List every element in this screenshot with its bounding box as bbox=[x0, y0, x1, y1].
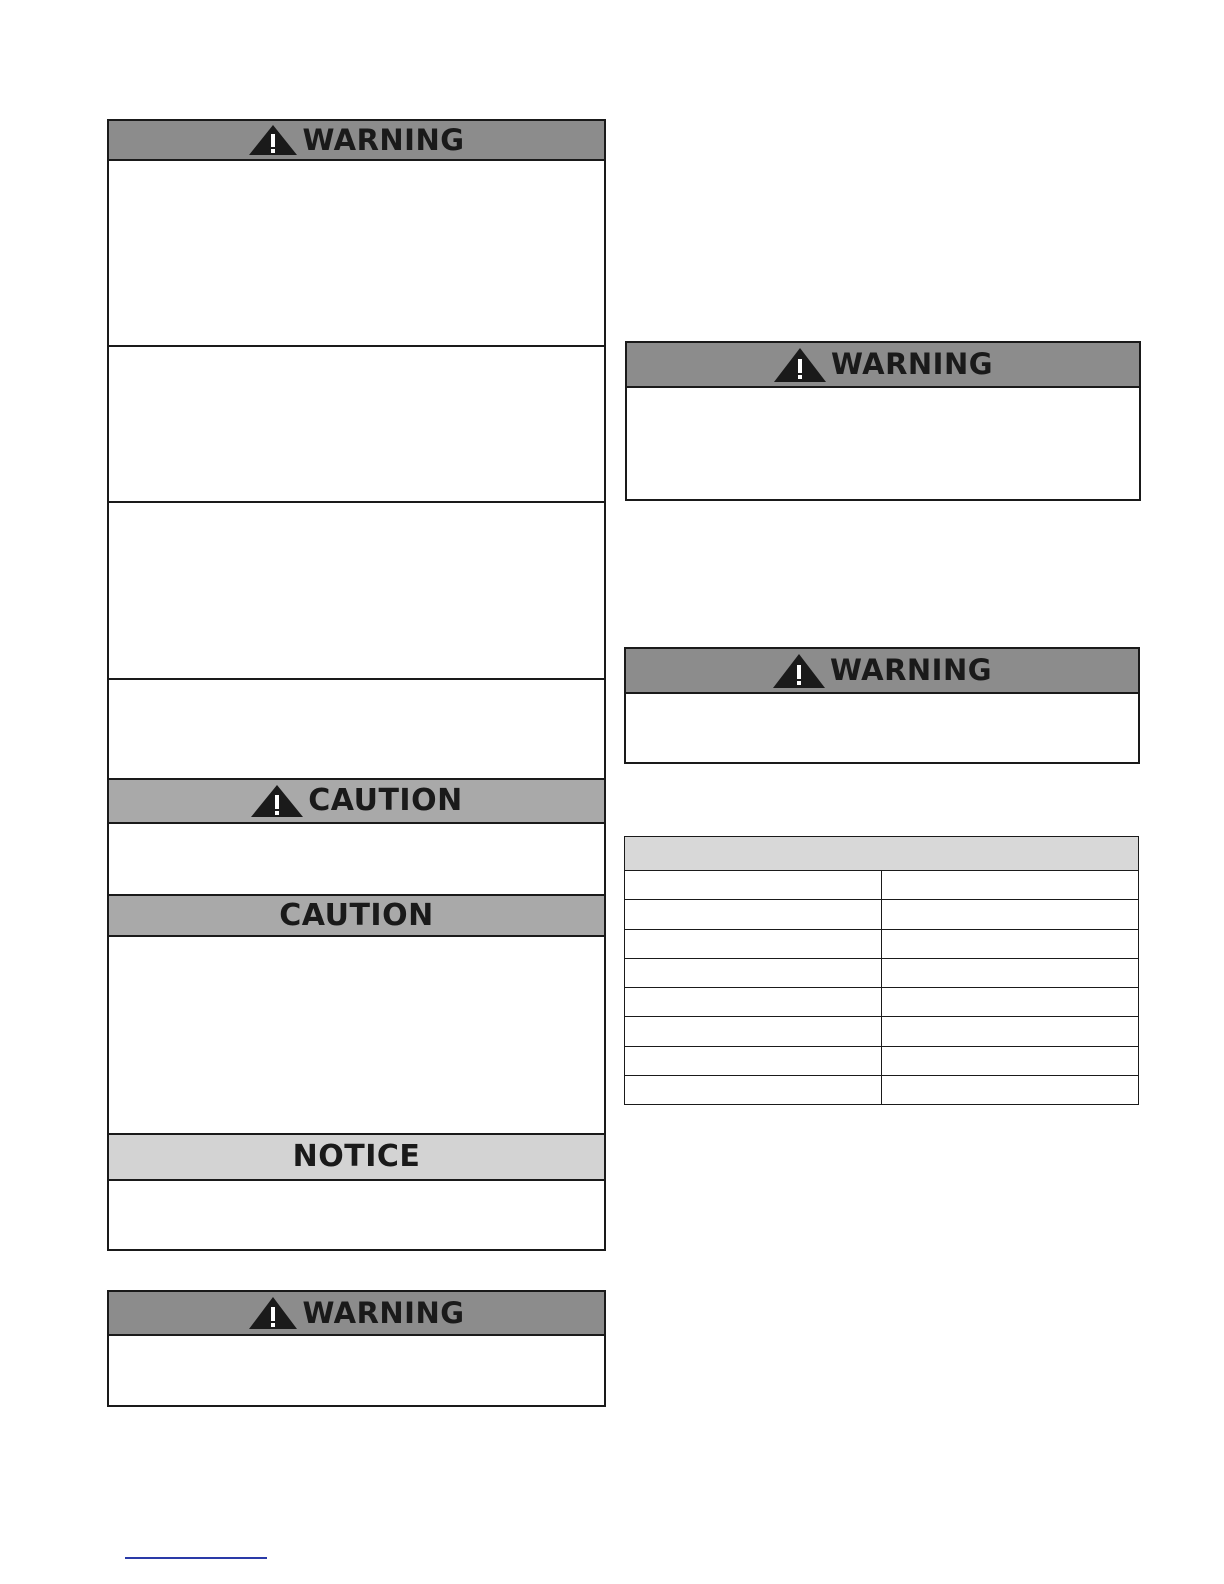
section-divider bbox=[109, 501, 604, 503]
table-row bbox=[625, 1075, 1139, 1104]
table-row bbox=[625, 958, 1139, 987]
table-cell bbox=[625, 958, 882, 987]
warning-triangle-icon bbox=[248, 124, 298, 156]
warning-label: WARNING bbox=[302, 122, 465, 157]
warning-box bbox=[625, 341, 1141, 501]
warning-label: WARNING bbox=[830, 347, 994, 381]
table-cell bbox=[882, 1046, 1139, 1075]
warning-triangle-icon bbox=[773, 347, 827, 383]
warning-label: WARNING bbox=[302, 1295, 465, 1330]
table-cell bbox=[625, 929, 882, 958]
table-cell bbox=[625, 1017, 882, 1046]
warning-header bbox=[109, 1292, 604, 1336]
left-safety-panel bbox=[107, 119, 606, 1251]
warning-header bbox=[627, 343, 1139, 388]
footer-link[interactable] bbox=[125, 1557, 267, 1559]
table-row bbox=[625, 871, 1139, 900]
table-row bbox=[625, 1046, 1139, 1075]
caution-label: CAUTION bbox=[279, 897, 434, 933]
caution-header bbox=[109, 778, 604, 824]
table-cell bbox=[882, 958, 1139, 987]
table-row bbox=[625, 1017, 1139, 1046]
warning-box bbox=[624, 647, 1140, 764]
warning-triangle-icon bbox=[250, 784, 304, 818]
warning-header bbox=[626, 649, 1138, 694]
warning-label: WARNING bbox=[829, 653, 993, 687]
caution-header bbox=[109, 894, 604, 937]
table-cell bbox=[882, 871, 1139, 900]
warning-triangle-icon bbox=[248, 1296, 298, 1330]
warning-header bbox=[109, 121, 604, 161]
spec-table-grid bbox=[624, 836, 1139, 1105]
table-header-row bbox=[625, 837, 1139, 871]
table-header-cell bbox=[625, 837, 1139, 871]
notice-label: NOTICE bbox=[292, 1139, 421, 1174]
table-cell bbox=[882, 900, 1139, 929]
spec-table bbox=[624, 836, 1139, 1105]
table-cell bbox=[625, 900, 882, 929]
table-cell bbox=[625, 1046, 882, 1075]
warning-triangle-icon bbox=[772, 653, 826, 689]
notice-header bbox=[109, 1133, 604, 1181]
section-divider bbox=[109, 678, 604, 680]
table-cell bbox=[625, 871, 882, 900]
table-cell bbox=[882, 988, 1139, 1017]
table-cell bbox=[882, 929, 1139, 958]
table-cell bbox=[882, 1075, 1139, 1104]
table-row bbox=[625, 900, 1139, 929]
table-row bbox=[625, 929, 1139, 958]
table-row bbox=[625, 988, 1139, 1017]
section-divider bbox=[109, 345, 604, 347]
warning-box bbox=[107, 1290, 606, 1407]
table-cell bbox=[625, 1075, 882, 1104]
table-cell bbox=[625, 988, 882, 1017]
caution-label: CAUTION bbox=[308, 783, 463, 818]
table-cell bbox=[882, 1017, 1139, 1046]
